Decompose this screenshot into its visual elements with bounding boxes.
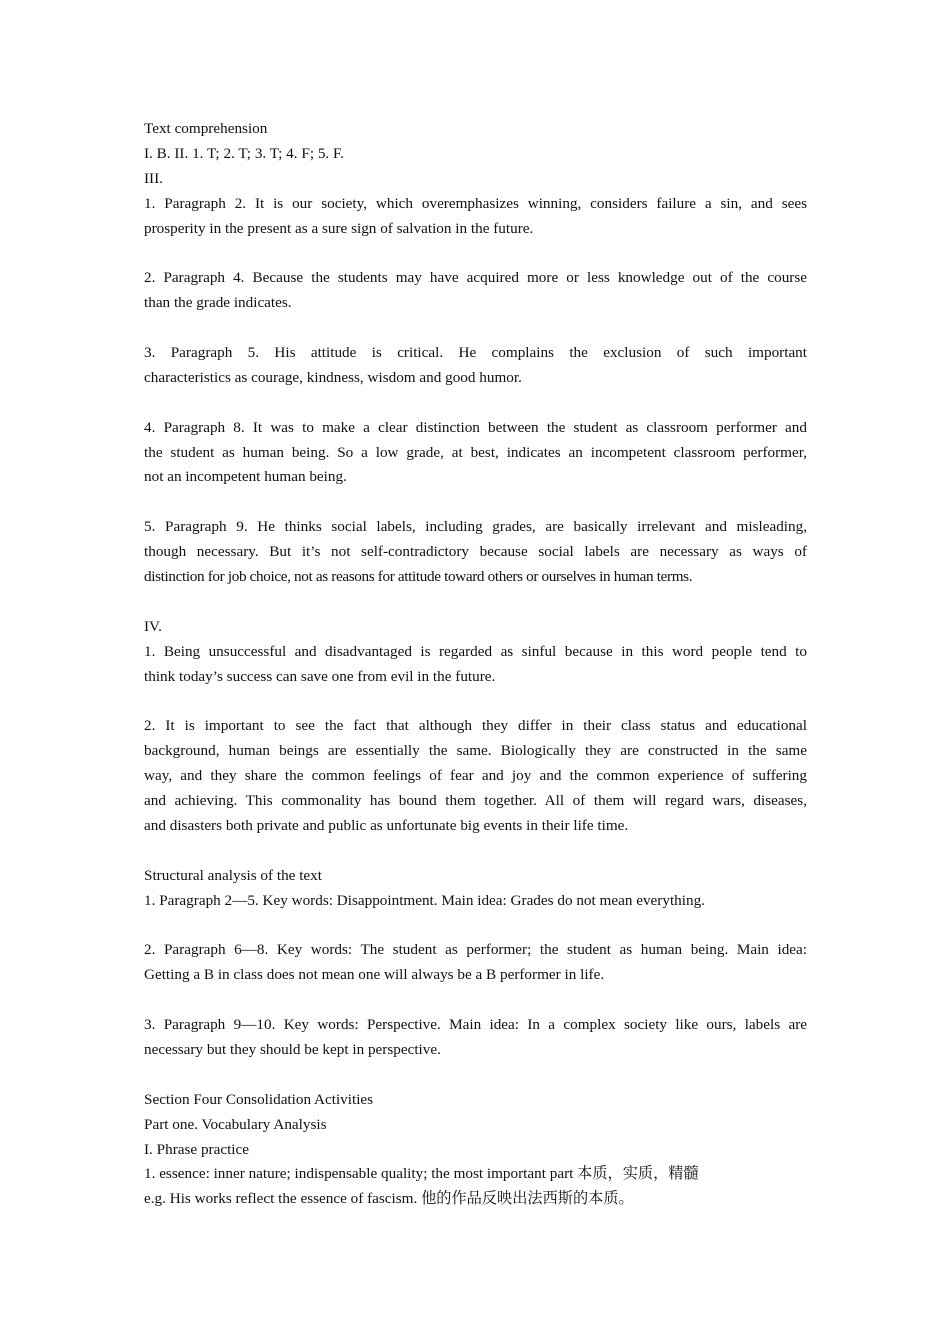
text-line: 3. Paragraph 5. His attitude is critical. He complains the exclusion of such important xyxy=(144,344,807,362)
text-line: Part one. Vocabulary Analysis xyxy=(144,1115,327,1133)
vocab-essence-example xyxy=(144,1187,807,1212)
text-line: Section Four Consolidation Activities xyxy=(144,1090,374,1108)
text-line: not an incompetent human being. xyxy=(144,468,347,486)
heading-text-comprehension xyxy=(144,117,807,142)
text-line: I. B. II. 1. T; 2. T; 3. T; 4. F; 5. F. xyxy=(144,144,345,162)
text-line: 2. It is important to see the fact that although they differ in their class status and educational xyxy=(144,717,807,735)
answer-iii-3 xyxy=(144,341,807,391)
text-line: and achieving. This commonality has bound them together. All of them will regard wars, diseases, xyxy=(144,792,807,810)
text-line: characteristics as courage, kindness, wisdom and good humor. xyxy=(144,368,522,386)
answer-iv-2 xyxy=(144,714,807,838)
text-line: IV. xyxy=(144,617,162,635)
text-line: III. xyxy=(144,169,163,187)
answer-iii-5 xyxy=(144,515,807,590)
heading-phrase-practice xyxy=(144,1138,807,1163)
text-line: think today’s success can save one from evil in the future. xyxy=(144,667,496,685)
paragraph-spacer xyxy=(144,689,807,714)
text-line: I. Phrase practice xyxy=(144,1140,249,1158)
answer-iii-1 xyxy=(144,192,807,242)
answer-iii-4 xyxy=(144,416,807,491)
text-line: distinction for job choice, not as reasons for attitude toward others or ourselves in human terms. xyxy=(144,568,693,586)
text-line: 2. Paragraph 6—8. Key words: The student as performer; the student as human being. Main idea: xyxy=(144,941,807,959)
answer-iv-1 xyxy=(144,640,807,690)
answers-i-ii xyxy=(144,142,807,167)
structure-2 xyxy=(144,938,807,988)
structure-3 xyxy=(144,1013,807,1063)
text-line: 4. Paragraph 8. It was to make a clear distinction between the student as classroom performer and xyxy=(144,418,807,436)
text-line: necessary but they should be kept in perspective. xyxy=(144,1040,441,1058)
text-line: 3. Paragraph 9—10. Key words: Perspective. Main idea: In a complex society like ours, labels are xyxy=(144,1016,807,1034)
section-iv-label xyxy=(144,615,807,640)
paragraph-spacer xyxy=(144,590,807,615)
text-line: 5. Paragraph 9. He thinks social labels, including grades, are basically irrelevant and misleading, xyxy=(144,518,807,536)
text-line: and disasters both private and public as unfortunate big events in their life time. xyxy=(144,816,629,834)
structure-1 xyxy=(144,889,807,914)
text-line: than the grade indicates. xyxy=(144,294,292,312)
text-line: 1. essence: inner nature; indispensable quality; the most important part 本质，实质，精髓 xyxy=(144,1165,699,1183)
text-line: prosperity in the present as a sure sign of salvation in the future. xyxy=(144,219,534,237)
text-line: Structural analysis of the text xyxy=(144,866,322,884)
text-line: 1. Paragraph 2. It is our society, which overemphasizes winning, considers failure a sin, and sees xyxy=(144,194,807,212)
text-line: e.g. His works reflect the essence of fascism. 他的作品反映出法西斯的本质。 xyxy=(144,1190,634,1208)
text-line: way, and they share the common feelings of fear and joy and the common experience of suffering xyxy=(144,767,807,785)
heading-structural-analysis xyxy=(144,864,807,889)
document-page xyxy=(144,117,807,1212)
text-line: background, human beings are essentially the same. Biologically they are constructed in the same xyxy=(144,742,807,760)
heading-part-one xyxy=(144,1113,807,1138)
paragraph-spacer xyxy=(144,490,807,515)
section-iii-label xyxy=(144,167,807,192)
paragraph-spacer xyxy=(144,241,807,266)
paragraph-spacer xyxy=(144,988,807,1013)
heading-section-four xyxy=(144,1088,807,1113)
paragraph-spacer xyxy=(144,914,807,939)
text-line: the student as human being. So a low grade, at best, indicates an incompetent classroom performer, xyxy=(144,443,807,461)
vocab-essence-definition xyxy=(144,1162,807,1187)
text-line: 1. Being unsuccessful and disadvantaged is regarded as sinful because in this word people tend to xyxy=(144,642,807,660)
paragraph-spacer xyxy=(144,1063,807,1088)
paragraph-spacer xyxy=(144,316,807,341)
text-line: though necessary. But it’s not self-contradictory because social labels are necessary as ways of xyxy=(144,543,807,561)
text-line: Getting a B in class does not mean one will always be a B performer in life. xyxy=(144,966,605,984)
paragraph-spacer xyxy=(144,391,807,416)
text-line: 2. Paragraph 4. Because the students may have acquired more or less knowledge out of the course xyxy=(144,269,807,287)
text-line: 1. Paragraph 2—5. Key words: Disappointment. Main idea: Grades do not mean everything. xyxy=(144,891,705,909)
paragraph-spacer xyxy=(144,839,807,864)
text-line: Text comprehension xyxy=(144,120,268,137)
answer-iii-2 xyxy=(144,266,807,316)
